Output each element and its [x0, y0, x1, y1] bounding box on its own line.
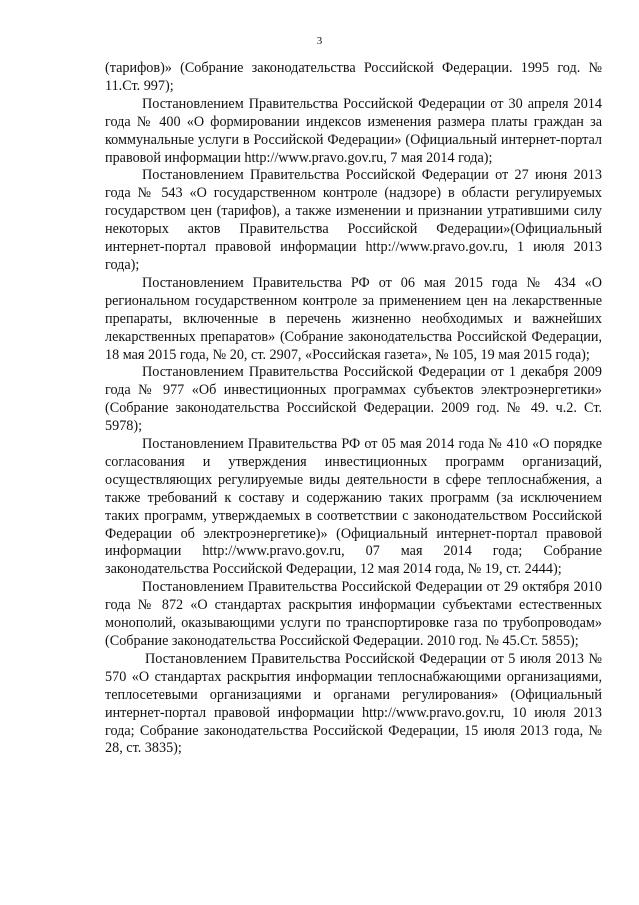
paragraph-resolution-570: Постановлением Правительства Российской Федерации от 5 июля 2013 № 570 «О стандартах раскрытия информации теплоснабжающими организациями, теплосетевыми организациями и органами регулирования» (Официальный интернет-портал правовой информации http://www.pravo.gov.ru, 10 июля 2013 года; Собрание законодательства Российской Федерации, 15 июля 2013 года, № 28, ст. 3835);	[105, 650, 602, 757]
paragraph-resolution-872: Постановлением Правительства Российской Федерации от 29 октября 2010 года № 872 «О стандартах раскрытия информации субъектами естественных монополий, оказывающими услуги по транспортировке газа по трубопроводам» (Собрание законодательства Российской Федерации. 2010 год. № 45.Ст. 5855);	[105, 579, 602, 649]
paragraph-resolution-977: Постановлением Правительства Российской Федерации от 1 декабря 2009 года № 977 «Об инвестиционных программах субъектов электроэнергетики» (Собрание законодательства Российской Федерации. 2009 год. № 49. ч.2. Ст. 5978);	[105, 364, 602, 435]
page-number: 3	[316, 35, 323, 47]
document-body	[105, 60, 602, 758]
paragraph-resolution-400: Постановлением Правительства Российской Федерации от 30 апреля 2014 года № 400 «О формировании индексов изменения размера платы граждан за коммунальные услуги в Российской Федерации» (Официальный интернет-портал правовой информации http://www.pravo.gov.ru, 7 мая 2014 года);	[105, 95, 602, 166]
paragraph-resolution-410: Постановлением Правительства РФ от 05 мая 2014 года № 410 «О порядке согласования и утверждения инвестиционных программ организаций, осуществляющих регулируемые виды деятельности в сфере теплоснабжения, а также требований к составу и содержанию таких программ (за исключением таких программ, утверждаемых в соответствии с законодательством Российской Федерации об электроэнергетике)» (Официальный интернет-портал правовой информации http://www.pravo.gov.ru, 07 мая 2014 года; Собрание законодательства Российской Федерации, 12 мая 2014 года, № 19, ст. 2444);	[105, 436, 602, 578]
paragraph-resolution-543: Постановлением Правительства Российской Федерации от 27 июня 2013 года № 543 «О государственном контроле (надзоре) в области регулируемых государством цен (тарифов), а также изменении и признании утратившими силу некоторых актов Правительства Российской Федерации»(Официальный интернет-портал правовой информации http://www.pravo.gov.ru, 1 июля 2013 года);	[105, 167, 602, 273]
paragraph-tariffs-continuation: (тарифов)» (Собрание законодательства Российской Федерации. 1995 год. № 11.Ст. 997);	[105, 60, 602, 94]
paragraph-resolution-434: Постановлением Правительства РФ от 06 мая 2015 года № 434 «О региональном государственном контроле за применением цен на лекарственные препараты, включенные в перечень жизненно необходимых и важнейших лекарственных препаратов» (Собрание законодательства Российской Федерации, 18 мая 2015 года, № 20, ст. 2907, «Российская газета», № 105, 19 мая 2015 года);	[105, 274, 602, 363]
